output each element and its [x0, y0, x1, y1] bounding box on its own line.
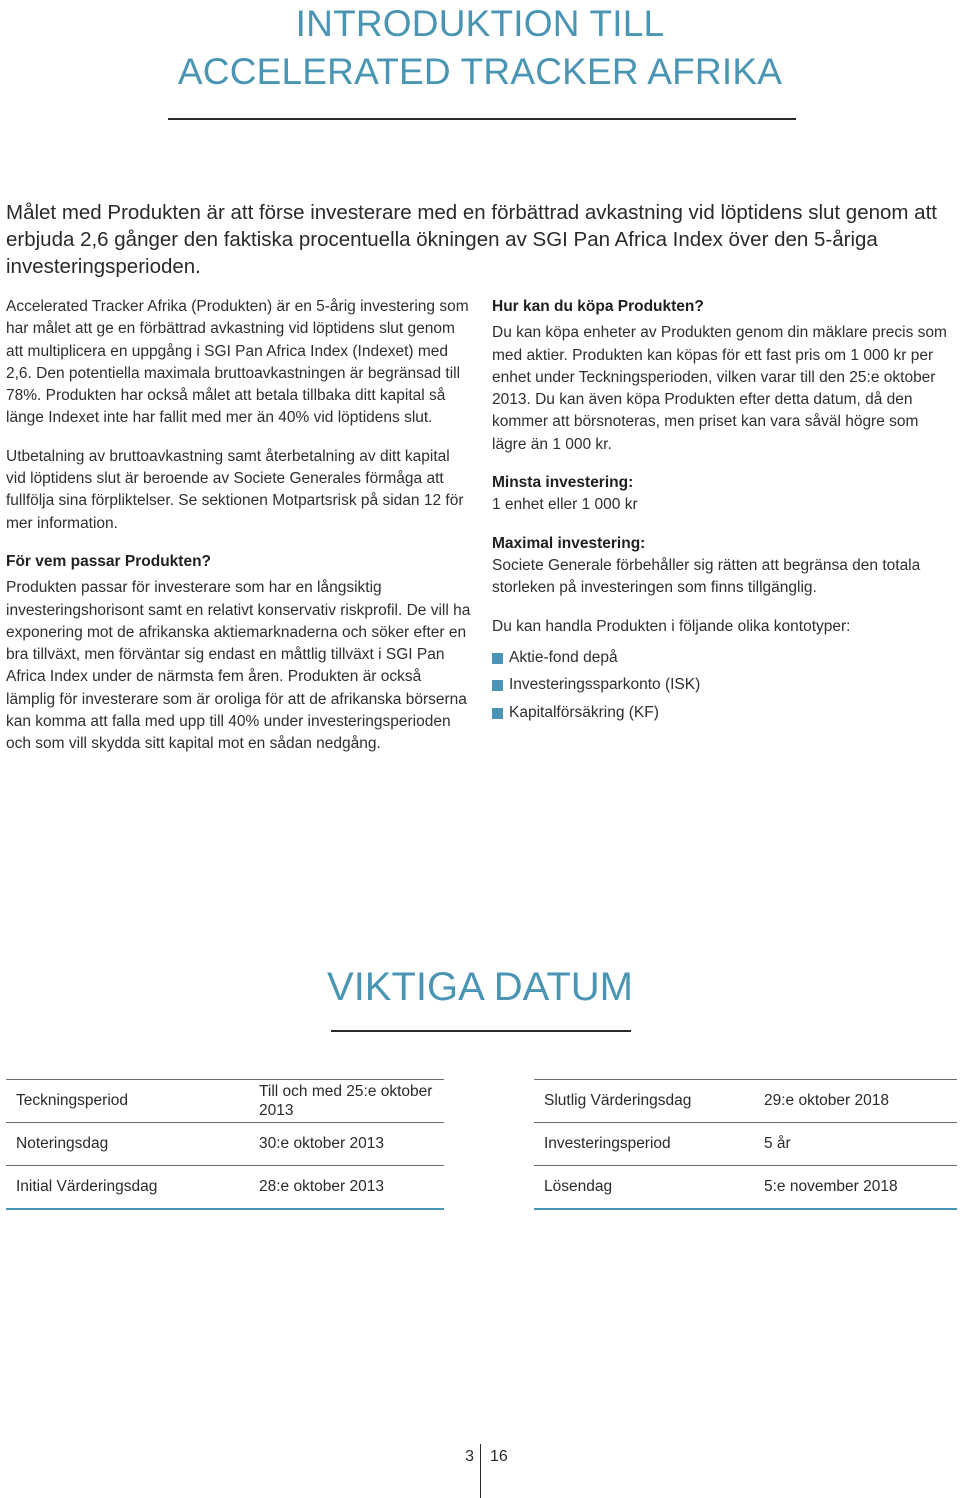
left-column — [6, 296, 471, 756]
page-number-divider — [480, 1444, 481, 1498]
date-label: Investeringsperiod — [534, 1123, 754, 1166]
account-types-list — [492, 644, 957, 727]
table-row — [534, 1123, 957, 1166]
how-to-buy-heading: Hur kan du köpa Produkten? — [492, 298, 704, 315]
bullet-square-icon — [492, 653, 503, 664]
account-type-label: Aktie-fond depå — [509, 648, 618, 666]
table-row — [534, 1080, 957, 1123]
list-item — [492, 671, 957, 699]
date-value: 5:e november 2018 — [754, 1166, 957, 1210]
bullet-square-icon — [492, 708, 503, 719]
max-investment-heading: Maximal investering: — [492, 534, 646, 552]
list-item — [492, 699, 957, 727]
suitability-paragraph: Produkten passar för investerare som har en långsiktig investeringshorisont samt en relativt konservativ riskprofil. De vill ha exponering mot de afrikanska aktiemarknaderna och söker efter en bra tillväxt, men förväntar sig endast en måttlig tillväxt i SGI Pan Africa Index under de närmsta fem åren. Produkten är också lämplig för investerare som är oroliga för att de afrikanska börserna kan komma att falla med upp till 40% under investeringsperioden och som vill skydda sitt kapital mot en sådan nedgång. — [6, 579, 471, 753]
account-type-label: Investeringssparkonto (ISK) — [509, 676, 701, 694]
date-label: Slutlig Värderingsdag — [534, 1080, 754, 1123]
title-line-1: INTRODUKTION TILL — [295, 3, 665, 44]
date-value: 29:e oktober 2018 — [754, 1080, 957, 1123]
max-investment-paragraph: Societe Generale förbehåller sig rätten att begränsa den totala storleken på investeringen som finns tillgänglig. — [492, 556, 921, 597]
date-label: Lösendag — [534, 1166, 754, 1210]
table-row — [6, 1166, 444, 1210]
page-total: 16 — [490, 1448, 508, 1465]
lead-paragraph: Målet med Produkten är att förse investerare med en förbättrad avkastning vid löptidens slut genom att erbjuda 2,6 gånger den faktiska procentuella ökningen av SGI Pan Africa Index över den 5-åriga investeringsperioden. — [6, 201, 937, 278]
page-title — [0, 0, 960, 96]
date-value: 5 år — [754, 1123, 957, 1166]
date-value: 28:e oktober 2013 — [249, 1166, 444, 1210]
intro-paragraph: Accelerated Tracker Afrika (Produkten) är en 5-årig investering som har målet att ge en förbättrad avkastning vid löptidens slut genom att multiplicera en uppgång i SGI Pan Africa Index (Indexet) med 2,6. Den potentiella maximala bruttoavkastningen är begränsad till 78%. Produkten har också målet att betala tillbaka ditt kapital så länge Indexet inte har fallit med mer än 40% vid löptidens slut. — [6, 298, 469, 427]
suitability-heading: För vem passar Produkten? — [6, 552, 212, 570]
list-item — [492, 644, 957, 672]
account-type-label: Kapitalförsäkring (KF) — [509, 704, 659, 722]
date-label: Noteringsdag — [6, 1123, 249, 1166]
date-value: Till och med 25:e oktober 2013 — [249, 1080, 444, 1123]
min-investment-value: 1 enhet eller 1 000 kr — [492, 496, 638, 514]
account-types-intro: Du kan handla Produkten i följande olika kontotyper: — [492, 617, 851, 635]
table-row — [6, 1123, 444, 1166]
date-label: Teckningsperiod — [6, 1080, 249, 1123]
how-to-buy-paragraph: Du kan köpa enheter av Produkten genom din mäklare precis som med aktier. Produkten kan köpas för ett fast pris om 1 000 kr per enhet under Teckningsperioden, vilken varar till den 25:e oktober 2013. Du kan även köpa Produkten efter detta datum, då den kommer att börsnoteras, men priset kan vara såväl högre som lägre än 1 000 kr. — [492, 324, 947, 453]
page-footer — [0, 1444, 960, 1498]
right-column — [492, 296, 957, 727]
dates-table-right — [534, 1079, 957, 1210]
payout-paragraph: Utbetalning av bruttoavkastning samt återbetalning av ditt kapital vid löptidens slut är beroende av Societe Generales förmåga att fullfölja sina förpliktelser. Se sektionen Motpartsrisk på sidan 12 för mer information. — [6, 447, 464, 532]
page-number: 3 — [465, 1448, 474, 1465]
date-value: 30:e oktober 2013 — [249, 1123, 444, 1166]
min-investment-heading: Minsta investering: — [492, 474, 634, 492]
title-divider — [168, 118, 796, 120]
table-row — [534, 1166, 957, 1210]
title-line-2: ACCELERATED TRACKER AFRIKA — [177, 51, 783, 92]
table-row — [6, 1080, 444, 1123]
important-dates-title: VIKTIGA DATUM — [327, 965, 633, 1009]
dates-table-left — [6, 1079, 444, 1210]
important-dates-divider — [331, 1030, 631, 1032]
bullet-square-icon — [492, 680, 503, 691]
date-label: Initial Värderingsdag — [6, 1166, 249, 1210]
